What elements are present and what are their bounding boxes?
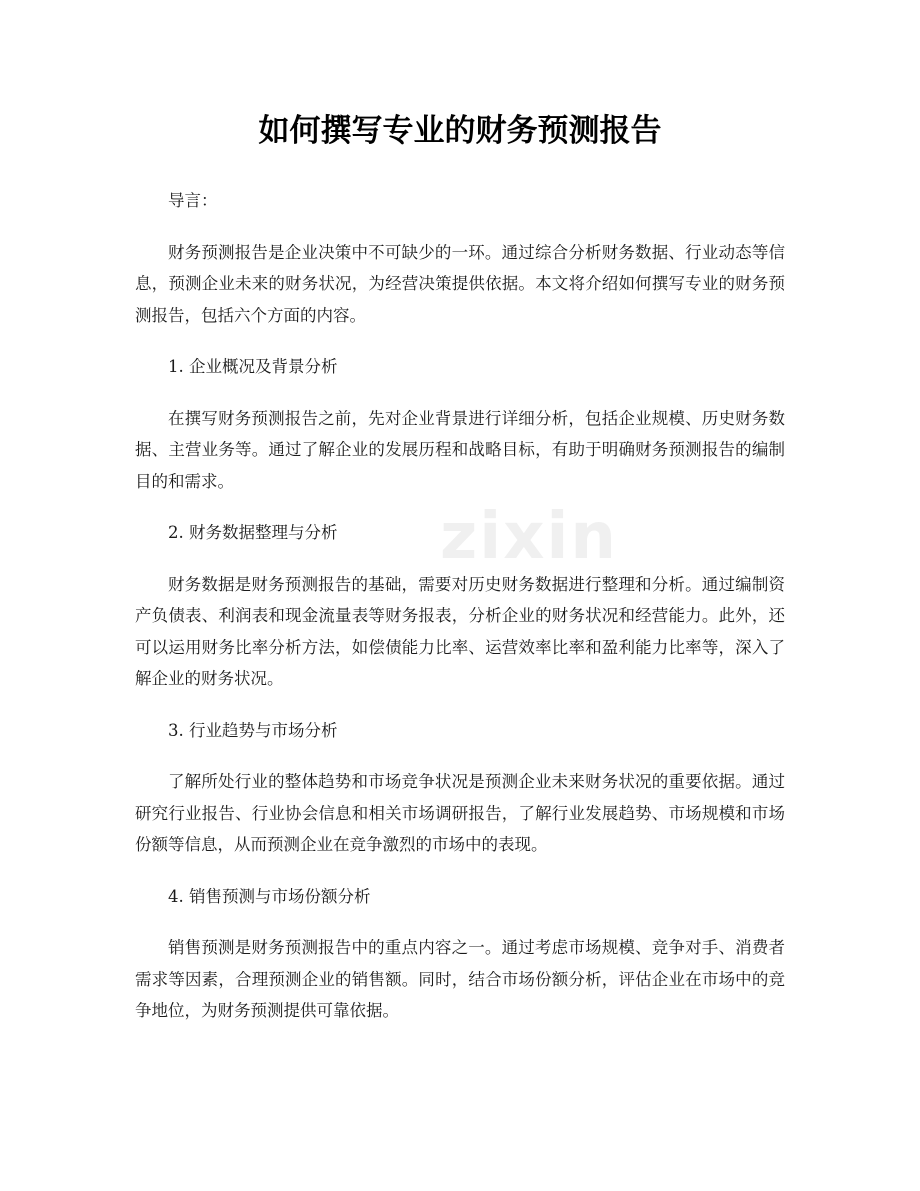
section-paragraph-1: 在撰写财务预测报告之前，先对企业背景进行详细分析，包括企业规模、历史财务数据、主营业务等。通过了解企业的发展历程和战略目标，有助于明确财务预测报告的编制目的和需求。: [135, 408, 785, 491]
intro-heading: 导言：: [168, 191, 218, 210]
watermark: zixin: [440, 500, 618, 574]
section-heading-4: 4. 销售预测与市场份额分析: [168, 886, 371, 906]
document-body: [135, 185, 785, 1047]
section-paragraph-2: 财务数据是财务预测报告的基础，需要对历史财务数据进行整理和分析。通过编制资产负债表、利润表和现金流量表等财务报表，分析企业的财务状况和经营能力。此外，还可以运用财务比率分析方法，如偿债能力比率、运营效率比率和盈利能力比率等，深入了解企业的财务状况。: [135, 574, 785, 688]
section-heading-3: 3. 行业趋势与市场分析: [168, 720, 338, 740]
intro-paragraph: 财务预测报告是企业决策中不可缺少的一环。通过综合分析财务数据、行业动态等信息，预测企业未来的财务状况，为经营决策提供依据。本文将介绍如何撰写专业的财务预测报告，包括六个方面的内容。: [135, 242, 785, 325]
section-heading-2: 2. 财务数据整理与分析: [168, 523, 338, 542]
section-heading-1: 1. 企业概况及背景分析: [168, 357, 338, 376]
page-title: 如何撰写专业的财务预测报告: [258, 113, 662, 149]
section-paragraph-3: 了解所处行业的整体趋势和市场竞争状况是预测企业未来财务状况的重要依据。通过研究行业报告、行业协会信息和相关市场调研报告，了解行业发展趋势、市场规模和市场份额等信息，从而预测企业在竞争激烈的市场中的表现。: [135, 772, 785, 854]
section-paragraph-4: 销售预测是财务预测报告中的重点内容之一。通过考虑市场规模、竞争对手、消费者需求等因素，合理预测企业的销售额。同时，结合市场份额分析，评估企业在市场中的竞争地位，为财务预测提供可靠依据。: [135, 938, 785, 1020]
